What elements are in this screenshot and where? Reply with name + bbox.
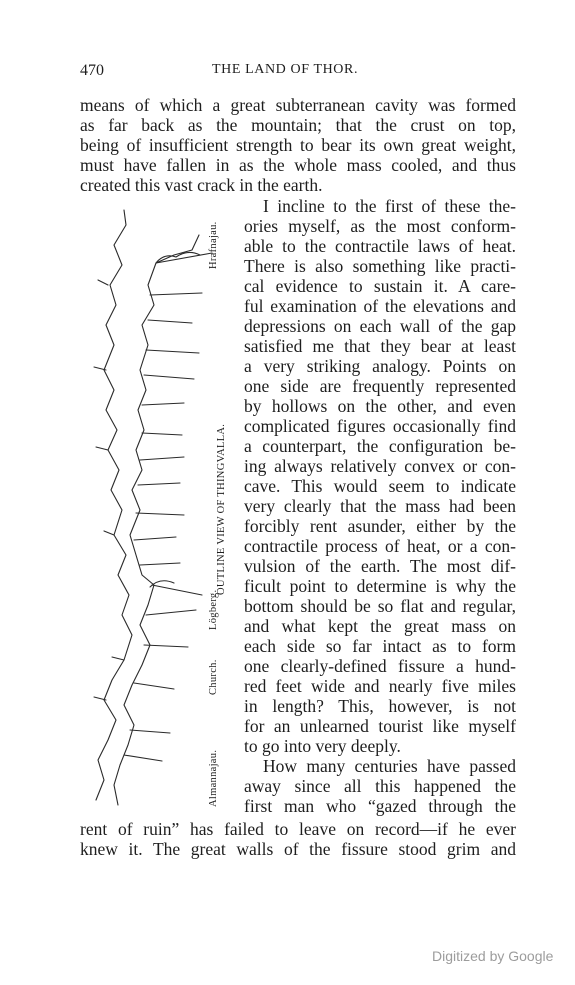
- text-line: rent of ruin” has failed to leave on record—if he ever: [80, 819, 516, 839]
- text-line: very clearly that the mass had been: [244, 496, 516, 516]
- text-line: bottom should be so flat and regular,: [244, 596, 516, 616]
- text-line: red feet wide and nearly five miles: [244, 676, 516, 696]
- text-line: created this vast crack in the earth.: [80, 175, 323, 195]
- running-head: THE LAND OF THOR.: [212, 62, 359, 77]
- text-line: to go into very deeply.: [244, 736, 401, 756]
- text-line: cave. This would seem to indicate: [244, 476, 516, 496]
- text-line: each side so far intact as to form: [244, 636, 516, 656]
- text-line: knew it. The great walls of the fissure stood grim and: [80, 839, 516, 859]
- page-number: 470: [80, 62, 104, 79]
- text-line: one clearly-defined fissure a hund-: [244, 656, 516, 676]
- place-label-church: Church.: [208, 659, 219, 695]
- text-line: I incline to the first of these the-: [263, 196, 516, 216]
- text-line: as far back as the mountain; that the crust on top,: [80, 115, 516, 135]
- text-line: depressions on each wall of the gap: [244, 316, 516, 336]
- text-line: first man who “gazed through the: [244, 796, 516, 816]
- text-line: ing always relatively convex or con-: [244, 456, 516, 476]
- text-line: in length? This, however, is not: [244, 696, 516, 716]
- text-line: and what kept the great mass on: [244, 616, 516, 636]
- text-line: one side are frequently represented: [244, 376, 516, 396]
- text-line: able to the contractile laws of heat.: [244, 236, 516, 256]
- text-line: vulsion of the earth. The most dif-: [244, 556, 516, 576]
- text-line: being of insufficient strength to bear its own great weight,: [80, 135, 516, 155]
- text-line: by hollows on the other, and even: [244, 396, 516, 416]
- text-line: cal evidence to sustain it. A care-: [244, 276, 516, 296]
- fissure-outline-figure: [84, 205, 239, 820]
- text-line: ories myself, as the most conform-: [244, 216, 516, 236]
- text-line: must have fallen in as the whole mass cooled, and thus: [80, 155, 516, 175]
- figure-caption: OUTLINE VIEW OF THINGVALLA.: [216, 423, 227, 595]
- text-line: ful examination of the elevations and: [244, 296, 516, 316]
- place-label-logberg: Lögberg.: [208, 589, 219, 630]
- text-line: ficult point to determine is why the: [244, 576, 516, 596]
- text-line: a counterpart, the configuration be-: [244, 436, 516, 456]
- text-line: complicated figures occasionally find: [244, 416, 516, 436]
- text-line: a very striking analogy. Points on: [244, 356, 516, 376]
- text-line: for an unlearned tourist like myself: [244, 716, 516, 736]
- text-line: There is also something like practi-: [244, 256, 516, 276]
- text-line: means of which a great subterranean cavity was formed: [80, 95, 516, 115]
- place-label-almannajau: Almannajau.: [208, 749, 219, 807]
- text-line: away since all this happened the: [244, 776, 516, 796]
- text-line: satisfied me that they bear at least: [244, 336, 516, 356]
- place-label-hrafnajau: Hrafnajau.: [208, 221, 219, 269]
- digitized-watermark: Digitized by Google: [432, 948, 554, 964]
- text-line: forcibly rent asunder, either by the: [244, 516, 516, 536]
- text-line: contractile process of heat, or a con-: [244, 536, 516, 556]
- text-line: How many centuries have passed: [263, 756, 516, 776]
